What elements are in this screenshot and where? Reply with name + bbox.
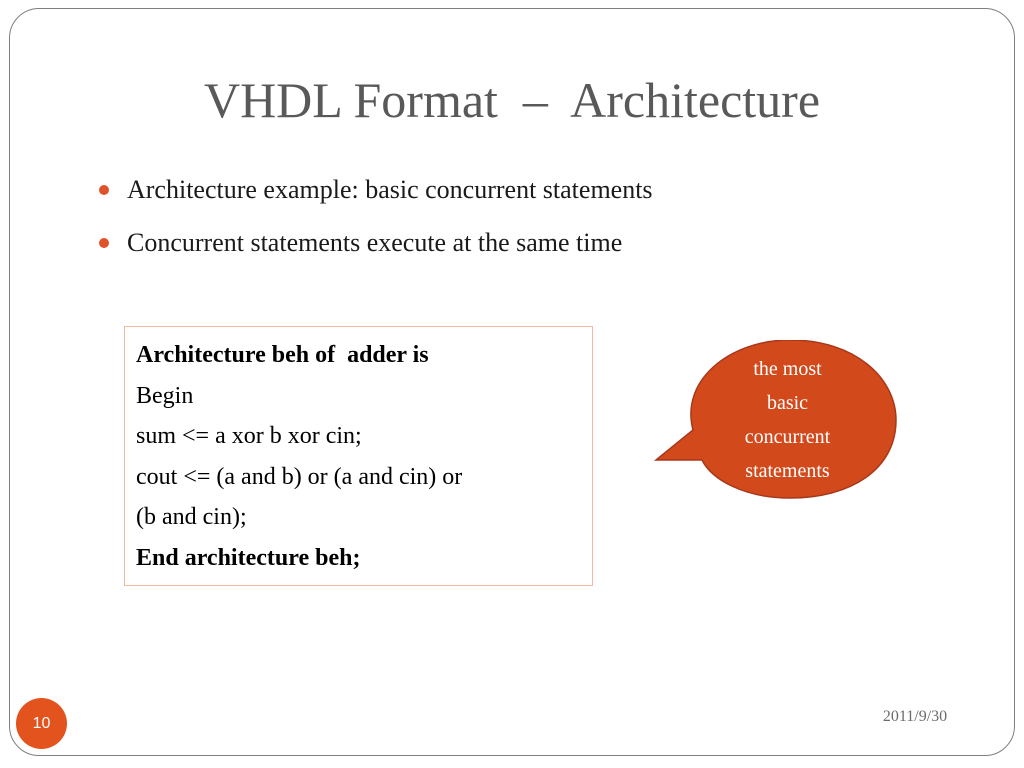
slide-title: VHDL Format – Architecture bbox=[203, 72, 821, 128]
callout-line: statements bbox=[745, 460, 830, 482]
bullet-text: Architecture example: basic concurrent statements bbox=[127, 175, 653, 204]
code-example-box bbox=[124, 326, 593, 586]
bullet-list bbox=[98, 170, 653, 276]
code-line: cout <= (a and b) or (a and cin) or bbox=[136, 463, 463, 490]
page-number-badge: 10 bbox=[16, 698, 67, 749]
bullet-item bbox=[98, 170, 653, 223]
code-line: End architecture beh; bbox=[136, 544, 361, 571]
callout-line: concurrent bbox=[744, 426, 831, 448]
code-line: Architecture beh of adder is bbox=[136, 342, 429, 368]
slide-date: 2011/9/30 bbox=[882, 708, 948, 725]
code-line: (b and cin); bbox=[136, 504, 247, 530]
bullet-dot-icon bbox=[99, 185, 109, 195]
callout-text bbox=[700, 352, 875, 488]
bullet-dot-icon bbox=[99, 238, 109, 248]
code-line: sum <= a xor b xor cin; bbox=[136, 423, 362, 449]
callout-line: basic bbox=[766, 392, 809, 414]
code-line: Begin bbox=[136, 382, 194, 409]
bullet-text: Concurrent statements execute at the same time bbox=[127, 228, 623, 257]
bullet-item bbox=[98, 223, 653, 276]
callout-line: the most bbox=[753, 358, 822, 380]
